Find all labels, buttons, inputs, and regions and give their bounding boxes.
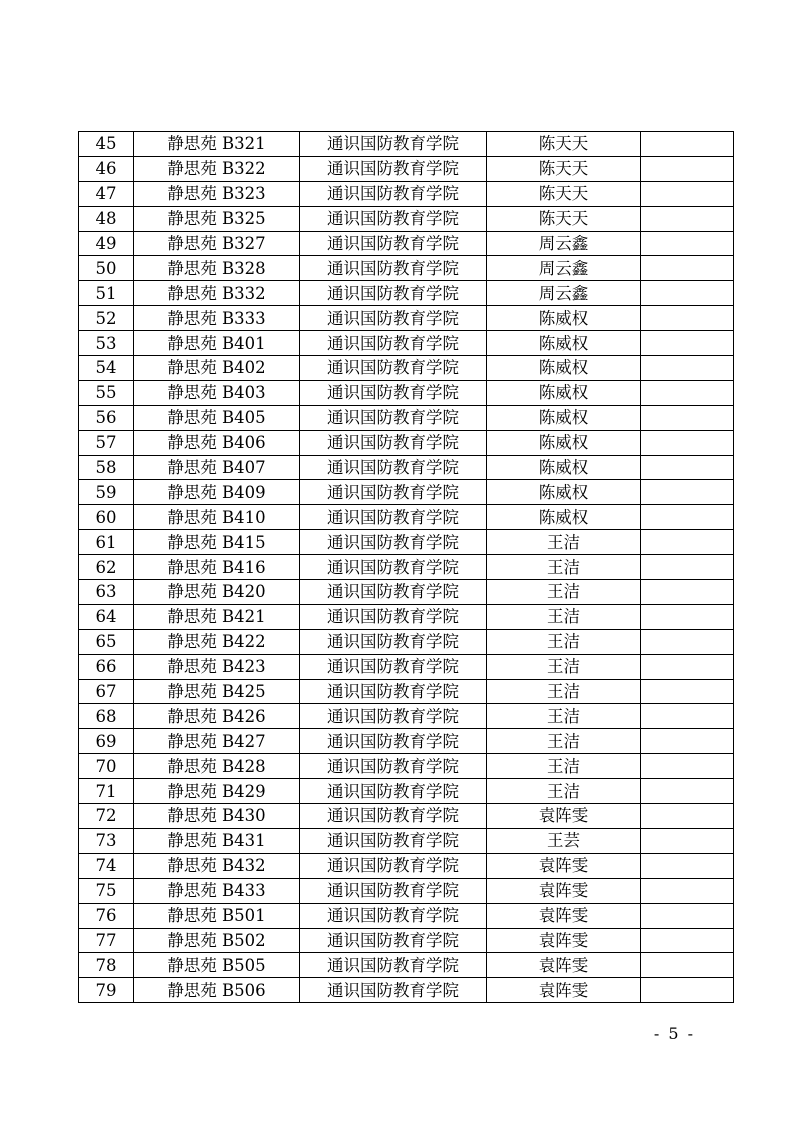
table-row bbox=[79, 306, 734, 331]
room-cell: 静思苑 B328 bbox=[134, 256, 300, 281]
room-cell: 静思苑 B321 bbox=[134, 132, 300, 157]
person-in-charge-cell: 陈天天 bbox=[487, 181, 641, 206]
room-cell: 静思苑 B505 bbox=[134, 953, 300, 978]
row-number-cell: 58 bbox=[79, 455, 134, 480]
remarks-cell bbox=[641, 380, 734, 405]
room-cell: 静思苑 B431 bbox=[134, 828, 300, 853]
person-in-charge-cell: 周云鑫 bbox=[487, 281, 641, 306]
row-number-cell: 51 bbox=[79, 281, 134, 306]
room-cell: 静思苑 B401 bbox=[134, 331, 300, 356]
person-in-charge-cell: 陈威权 bbox=[487, 331, 641, 356]
college-cell: 通识国防教育学院 bbox=[300, 903, 487, 928]
room-cell: 静思苑 B415 bbox=[134, 530, 300, 555]
table-row bbox=[79, 231, 734, 256]
room-cell: 静思苑 B409 bbox=[134, 480, 300, 505]
person-in-charge-cell: 王洁 bbox=[487, 679, 641, 704]
person-in-charge-cell: 王洁 bbox=[487, 604, 641, 629]
remarks-cell bbox=[641, 231, 734, 256]
table-row bbox=[79, 654, 734, 679]
remarks-cell bbox=[641, 828, 734, 853]
college-cell: 通识国防教育学院 bbox=[300, 256, 487, 281]
room-cell: 静思苑 B403 bbox=[134, 380, 300, 405]
row-number-cell: 59 bbox=[79, 480, 134, 505]
person-in-charge-cell: 王洁 bbox=[487, 704, 641, 729]
remarks-cell bbox=[641, 306, 734, 331]
college-cell: 通识国防教育学院 bbox=[300, 480, 487, 505]
person-in-charge-cell: 陈天天 bbox=[487, 132, 641, 157]
remarks-cell bbox=[641, 480, 734, 505]
room-cell: 静思苑 B432 bbox=[134, 853, 300, 878]
row-number-cell: 63 bbox=[79, 580, 134, 605]
room-cell: 静思苑 B322 bbox=[134, 156, 300, 181]
college-cell: 通识国防教育学院 bbox=[300, 405, 487, 430]
remarks-cell bbox=[641, 953, 734, 978]
person-in-charge-cell: 袁阵雯 bbox=[487, 853, 641, 878]
row-number-cell: 57 bbox=[79, 430, 134, 455]
remarks-cell bbox=[641, 580, 734, 605]
row-number-cell: 75 bbox=[79, 878, 134, 903]
row-number-cell: 50 bbox=[79, 256, 134, 281]
remarks-cell bbox=[641, 779, 734, 804]
person-in-charge-cell: 陈天天 bbox=[487, 206, 641, 231]
person-in-charge-cell: 王洁 bbox=[487, 729, 641, 754]
row-number-cell: 49 bbox=[79, 231, 134, 256]
table-row bbox=[79, 754, 734, 779]
table-row bbox=[79, 978, 734, 1003]
table-row bbox=[79, 132, 734, 157]
remarks-cell bbox=[641, 928, 734, 953]
remarks-cell bbox=[641, 455, 734, 480]
college-cell: 通识国防教育学院 bbox=[300, 430, 487, 455]
table-row bbox=[79, 804, 734, 829]
room-cell: 静思苑 B428 bbox=[134, 754, 300, 779]
person-in-charge-cell: 陈威权 bbox=[487, 405, 641, 430]
person-in-charge-cell: 袁阵雯 bbox=[487, 928, 641, 953]
table-row bbox=[79, 953, 734, 978]
table-row bbox=[79, 729, 734, 754]
row-number-cell: 69 bbox=[79, 729, 134, 754]
room-cell: 静思苑 B405 bbox=[134, 405, 300, 430]
table-row bbox=[79, 679, 734, 704]
row-number-cell: 46 bbox=[79, 156, 134, 181]
row-number-cell: 68 bbox=[79, 704, 134, 729]
college-cell: 通识国防教育学院 bbox=[300, 331, 487, 356]
college-cell: 通识国防教育学院 bbox=[300, 281, 487, 306]
person-in-charge-cell: 王洁 bbox=[487, 654, 641, 679]
table-row bbox=[79, 380, 734, 405]
person-in-charge-cell: 王洁 bbox=[487, 580, 641, 605]
person-in-charge-cell: 陈威权 bbox=[487, 480, 641, 505]
row-number-cell: 67 bbox=[79, 679, 134, 704]
college-cell: 通识国防教育学院 bbox=[300, 356, 487, 381]
person-in-charge-cell: 王洁 bbox=[487, 555, 641, 580]
college-cell: 通识国防教育学院 bbox=[300, 928, 487, 953]
college-cell: 通识国防教育学院 bbox=[300, 729, 487, 754]
remarks-cell bbox=[641, 505, 734, 530]
remarks-cell bbox=[641, 156, 734, 181]
table-row bbox=[79, 779, 734, 804]
row-number-cell: 64 bbox=[79, 604, 134, 629]
row-number-cell: 76 bbox=[79, 903, 134, 928]
room-cell: 静思苑 B327 bbox=[134, 231, 300, 256]
room-cell: 静思苑 B410 bbox=[134, 505, 300, 530]
room-cell: 静思苑 B427 bbox=[134, 729, 300, 754]
college-cell: 通识国防教育学院 bbox=[300, 878, 487, 903]
row-number-cell: 48 bbox=[79, 206, 134, 231]
table-row bbox=[79, 455, 734, 480]
remarks-cell bbox=[641, 206, 734, 231]
row-number-cell: 61 bbox=[79, 530, 134, 555]
college-cell: 通识国防教育学院 bbox=[300, 206, 487, 231]
table-row bbox=[79, 853, 734, 878]
person-in-charge-cell: 王洁 bbox=[487, 629, 641, 654]
room-cell: 静思苑 B420 bbox=[134, 580, 300, 605]
row-number-cell: 74 bbox=[79, 853, 134, 878]
remarks-cell bbox=[641, 729, 734, 754]
room-cell: 静思苑 B506 bbox=[134, 978, 300, 1003]
college-cell: 通识国防教育学院 bbox=[300, 654, 487, 679]
person-in-charge-cell: 陈威权 bbox=[487, 356, 641, 381]
person-in-charge-cell: 陈威权 bbox=[487, 380, 641, 405]
table-row bbox=[79, 405, 734, 430]
room-cell: 静思苑 B407 bbox=[134, 455, 300, 480]
remarks-cell bbox=[641, 629, 734, 654]
remarks-cell bbox=[641, 804, 734, 829]
remarks-cell bbox=[641, 704, 734, 729]
person-in-charge-cell: 王洁 bbox=[487, 779, 641, 804]
person-in-charge-cell: 陈威权 bbox=[487, 505, 641, 530]
person-in-charge-cell: 王洁 bbox=[487, 530, 641, 555]
college-cell: 通识国防教育学院 bbox=[300, 629, 487, 654]
row-number-cell: 77 bbox=[79, 928, 134, 953]
room-cell: 静思苑 B430 bbox=[134, 804, 300, 829]
room-cell: 静思苑 B422 bbox=[134, 629, 300, 654]
remarks-cell bbox=[641, 405, 734, 430]
table-row bbox=[79, 430, 734, 455]
table-row bbox=[79, 629, 734, 654]
page-number: - 5 - bbox=[653, 1024, 695, 1043]
table-row bbox=[79, 281, 734, 306]
college-cell: 通识国防教育学院 bbox=[300, 555, 487, 580]
person-in-charge-cell: 袁阵雯 bbox=[487, 903, 641, 928]
table-row bbox=[79, 181, 734, 206]
room-cell: 静思苑 B421 bbox=[134, 604, 300, 629]
college-cell: 通识国防教育学院 bbox=[300, 828, 487, 853]
room-cell: 静思苑 B423 bbox=[134, 654, 300, 679]
table-row bbox=[79, 704, 734, 729]
table-row bbox=[79, 555, 734, 580]
row-number-cell: 60 bbox=[79, 505, 134, 530]
remarks-cell bbox=[641, 679, 734, 704]
row-number-cell: 54 bbox=[79, 356, 134, 381]
college-cell: 通识国防教育学院 bbox=[300, 953, 487, 978]
college-cell: 通识国防教育学院 bbox=[300, 580, 487, 605]
remarks-cell bbox=[641, 853, 734, 878]
row-number-cell: 71 bbox=[79, 779, 134, 804]
college-cell: 通识国防教育学院 bbox=[300, 853, 487, 878]
remarks-cell bbox=[641, 281, 734, 306]
room-cell: 静思苑 B406 bbox=[134, 430, 300, 455]
person-in-charge-cell: 陈威权 bbox=[487, 430, 641, 455]
college-cell: 通识国防教育学院 bbox=[300, 704, 487, 729]
table-row bbox=[79, 156, 734, 181]
room-cell: 静思苑 B333 bbox=[134, 306, 300, 331]
dormitory-roster-table bbox=[78, 131, 734, 1003]
row-number-cell: 55 bbox=[79, 380, 134, 405]
row-number-cell: 56 bbox=[79, 405, 134, 430]
college-cell: 通识国防教育学院 bbox=[300, 804, 487, 829]
college-cell: 通识国防教育学院 bbox=[300, 181, 487, 206]
college-cell: 通识国防教育学院 bbox=[300, 505, 487, 530]
college-cell: 通识国防教育学院 bbox=[300, 530, 487, 555]
room-cell: 静思苑 B425 bbox=[134, 679, 300, 704]
table-row bbox=[79, 530, 734, 555]
table-row bbox=[79, 480, 734, 505]
room-cell: 静思苑 B429 bbox=[134, 779, 300, 804]
room-cell: 静思苑 B502 bbox=[134, 928, 300, 953]
college-cell: 通识国防教育学院 bbox=[300, 754, 487, 779]
college-cell: 通识国防教育学院 bbox=[300, 679, 487, 704]
person-in-charge-cell: 王洁 bbox=[487, 754, 641, 779]
room-cell: 静思苑 B416 bbox=[134, 555, 300, 580]
room-cell: 静思苑 B501 bbox=[134, 903, 300, 928]
remarks-cell bbox=[641, 903, 734, 928]
college-cell: 通识国防教育学院 bbox=[300, 604, 487, 629]
row-number-cell: 72 bbox=[79, 804, 134, 829]
row-number-cell: 53 bbox=[79, 331, 134, 356]
remarks-cell bbox=[641, 331, 734, 356]
person-in-charge-cell: 王芸 bbox=[487, 828, 641, 853]
table-row bbox=[79, 580, 734, 605]
row-number-cell: 62 bbox=[79, 555, 134, 580]
room-cell: 静思苑 B325 bbox=[134, 206, 300, 231]
remarks-cell bbox=[641, 555, 734, 580]
table-row bbox=[79, 604, 734, 629]
table-row bbox=[79, 505, 734, 530]
college-cell: 通识国防教育学院 bbox=[300, 156, 487, 181]
row-number-cell: 79 bbox=[79, 978, 134, 1003]
table-row bbox=[79, 903, 734, 928]
person-in-charge-cell: 陈威权 bbox=[487, 455, 641, 480]
room-cell: 静思苑 B332 bbox=[134, 281, 300, 306]
table-row bbox=[79, 878, 734, 903]
row-number-cell: 52 bbox=[79, 306, 134, 331]
row-number-cell: 65 bbox=[79, 629, 134, 654]
row-number-cell: 70 bbox=[79, 754, 134, 779]
room-cell: 静思苑 B433 bbox=[134, 878, 300, 903]
remarks-cell bbox=[641, 430, 734, 455]
remarks-cell bbox=[641, 654, 734, 679]
table-row bbox=[79, 356, 734, 381]
person-in-charge-cell: 周云鑫 bbox=[487, 231, 641, 256]
table-row bbox=[79, 828, 734, 853]
college-cell: 通识国防教育学院 bbox=[300, 978, 487, 1003]
person-in-charge-cell: 袁阵雯 bbox=[487, 978, 641, 1003]
college-cell: 通识国防教育学院 bbox=[300, 779, 487, 804]
person-in-charge-cell: 陈天天 bbox=[487, 156, 641, 181]
remarks-cell bbox=[641, 256, 734, 281]
remarks-cell bbox=[641, 604, 734, 629]
roster-table-body bbox=[79, 132, 734, 1003]
row-number-cell: 78 bbox=[79, 953, 134, 978]
remarks-cell bbox=[641, 878, 734, 903]
person-in-charge-cell: 周云鑫 bbox=[487, 256, 641, 281]
remarks-cell bbox=[641, 754, 734, 779]
row-number-cell: 45 bbox=[79, 132, 134, 157]
remarks-cell bbox=[641, 356, 734, 381]
college-cell: 通识国防教育学院 bbox=[300, 455, 487, 480]
remarks-cell bbox=[641, 181, 734, 206]
row-number-cell: 73 bbox=[79, 828, 134, 853]
remarks-cell bbox=[641, 132, 734, 157]
table-row bbox=[79, 928, 734, 953]
table-row bbox=[79, 256, 734, 281]
room-cell: 静思苑 B426 bbox=[134, 704, 300, 729]
college-cell: 通识国防教育学院 bbox=[300, 306, 487, 331]
person-in-charge-cell: 袁阵雯 bbox=[487, 878, 641, 903]
room-cell: 静思苑 B323 bbox=[134, 181, 300, 206]
remarks-cell bbox=[641, 530, 734, 555]
person-in-charge-cell: 袁阵雯 bbox=[487, 804, 641, 829]
table-row bbox=[79, 331, 734, 356]
room-cell: 静思苑 B402 bbox=[134, 356, 300, 381]
college-cell: 通识国防教育学院 bbox=[300, 132, 487, 157]
row-number-cell: 66 bbox=[79, 654, 134, 679]
row-number-cell: 47 bbox=[79, 181, 134, 206]
college-cell: 通识国防教育学院 bbox=[300, 380, 487, 405]
remarks-cell bbox=[641, 978, 734, 1003]
table-row bbox=[79, 206, 734, 231]
college-cell: 通识国防教育学院 bbox=[300, 231, 487, 256]
person-in-charge-cell: 袁阵雯 bbox=[487, 953, 641, 978]
person-in-charge-cell: 陈威权 bbox=[487, 306, 641, 331]
